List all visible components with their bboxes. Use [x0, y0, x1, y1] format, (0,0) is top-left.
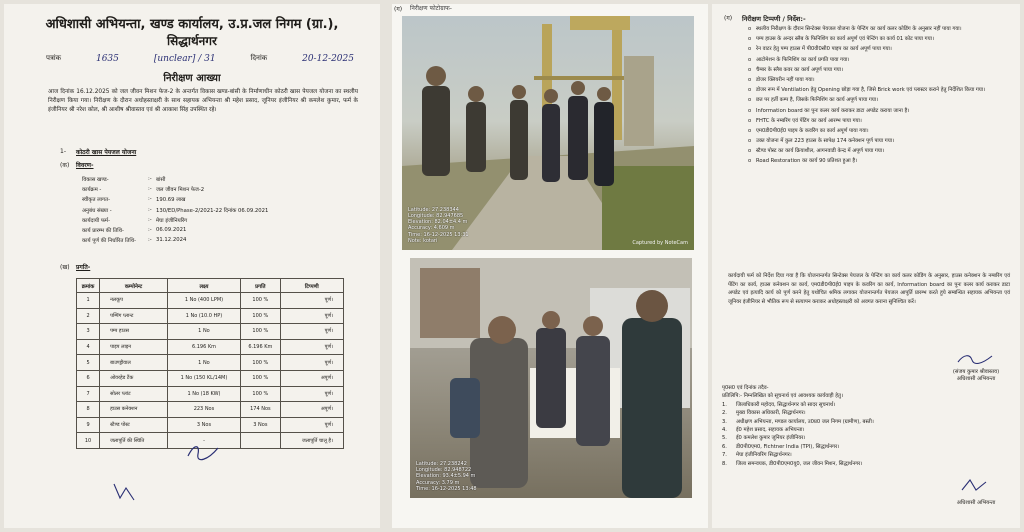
progress-value: 100 % [240, 324, 280, 340]
detail-label: कार्य प्रारम्भ की तिथि- [82, 228, 124, 235]
observation-text: उक्त योजना में कुल 223 हाउस के सापेक्ष 174 कनेक्शन पूर्ण पाया गया। [756, 138, 895, 145]
bullet-icon: o [748, 97, 752, 104]
project-detail-row [82, 205, 362, 215]
cc-item-text: मेघा इंजीनियरिंग सिद्धार्थनगर। [736, 452, 792, 459]
cc-item-number: 2. [722, 410, 727, 417]
progress-value [240, 433, 280, 449]
signatory-title-2: अधिशासी अभियन्ता [956, 500, 996, 506]
row-number: 1 [77, 293, 100, 309]
table-row [77, 355, 344, 371]
photo-section-marker: (ग) [394, 6, 403, 13]
remark: अपूर्ण। [280, 370, 343, 386]
conclusion-paragraph: कार्यदायी फर्म को निर्देश दिया गया है कि योजनान्तर्गत सिन्टेक्स पेयजल के पेन्टिंग का कार्य कलर कोडिंग के अनुसार, हाउस कनेक्शन के नम्बरिंग एवं पेंटिंग का कार्य, हाउस कनेक्शन का कार्य, एम0डी0पी0ई0 पाइप के कवरिंग का कार्य, Information board का पुनः कलर कार्य कराकर डाटा अपडेट एवं इत्यादि कार्य को पूर्ण करने हेतु यथोचित श्रमिक लगाकर योजनान्तर्गत पेयजल आपूर्ति प्रारम्भ करते हुये सम्बन्धित सहायक अभियन्ता एवं जूनियर इंजीनियर से भौतिक रूप से सत्यापन कराकर अधोहस्ताक्षरी को अवगत कराना सुनिश्चित करें। [728, 273, 1010, 305]
project-detail-row [82, 194, 362, 204]
component-name: सोलर प्लांट [100, 386, 168, 402]
date-value: 20-12-2025 [302, 54, 354, 64]
site-photo-2 [410, 258, 692, 498]
geotag-line: Elevation: 82.04±4.4 m [408, 219, 468, 226]
handwritten-signature-2 [960, 478, 990, 494]
row-number: 9 [77, 417, 100, 433]
geotag-line: Latitude: 27.238344 [408, 206, 459, 213]
target-value: 1 No (150 KL/14M) [167, 370, 240, 386]
observation-text: एम0डी0पी0ई0 पाइप के कवरिंग का कार्य अपूर्ण पाया गया। [756, 127, 869, 134]
cc-item [722, 460, 1014, 468]
cc-item-number: 1. [722, 401, 727, 408]
component-name: ओवरहेड टैंक [100, 370, 168, 386]
reference-line [46, 54, 354, 64]
section-number: 1- [60, 148, 66, 155]
detail-label: विकास खण्ड- [82, 177, 109, 184]
table-row [77, 293, 344, 309]
component-name: हाउस कनेक्शन [100, 402, 168, 418]
bullet-icon: o [748, 46, 752, 53]
project-details [82, 174, 362, 245]
observation-item [748, 158, 1010, 166]
geotag-line: Time: 16-12-2025 13:48 [416, 485, 477, 492]
project-detail-row [82, 174, 362, 184]
row-number: 3 [77, 324, 100, 340]
detail-separator: :- [148, 176, 152, 183]
remark: पूर्ण। [280, 308, 343, 324]
row-number: 7 [77, 386, 100, 402]
bullet-icon: o [748, 138, 752, 145]
detail-value: 31.12.2024 [156, 237, 187, 244]
detail-label: कार्यदायी फर्म- [82, 217, 110, 224]
cc-item-number: 8. [722, 460, 727, 467]
cc-item-text: जिला समन्वयक, डी0पी0एम0यू0, जल जीवन मिशन, सिद्धार्थनगर। [736, 460, 863, 467]
geotag-line: Latitude: 27.238242 [416, 460, 467, 467]
observation-item [748, 26, 1010, 34]
target-value: 1 No (10.0 HP) [167, 308, 240, 324]
observation-text: FHTC के नम्बरिंग एवं पेंटिंग का कार्य आरम्भ पाया गया। [756, 117, 862, 124]
table-row [77, 402, 344, 418]
copy-to-section [722, 384, 1014, 468]
observation-text: पम्प हाउस के अन्दर स्लैब के फिनिशिंग का कार्य अपूर्ण एवं पेन्टिंग का कार्य 01 कोट पाया गया। [756, 36, 934, 43]
component-name: नलकूप [100, 293, 168, 309]
bullet-icon: o [748, 127, 752, 134]
observation-item [748, 148, 1010, 156]
handwritten-mark [108, 480, 142, 504]
detail-value: मेघा इंजीनियरिंग [156, 217, 188, 224]
project-detail-row [82, 184, 362, 194]
signatory-name: (संजय कुमार श्रीवास्तव) [952, 369, 1000, 375]
project-detail-row [82, 225, 362, 235]
target-value: 1 No [167, 324, 240, 340]
signature-block-2 [934, 498, 1018, 506]
geotag-line: Longitude: 82.948722 [416, 467, 472, 474]
target-value: 223 Nos [167, 402, 240, 418]
remark: जलापूर्ति चालू है। [280, 433, 343, 449]
detail-value: 190.69 लाख [156, 197, 186, 204]
cc-item-number: 6. [722, 443, 727, 450]
progress-value: 100 % [240, 355, 280, 371]
table-row [77, 386, 344, 402]
observation-text: डोजर क्लियरीन नहीं पाया गया। [756, 76, 815, 83]
remark: पूर्ण। [280, 324, 343, 340]
progress-value: 100 % [240, 370, 280, 386]
component-name: बाउण्ड्रीवाल [100, 355, 168, 371]
observation-text: स्थलीय निरीक्षण के दौरान सिन्टेक्स पेयजल योजना के पेन्टिंग का कार्य कलर कोडिंग के अनुसार नहीं पाया गया। [756, 26, 962, 32]
observation-text: Information board का पुनः कलर कार्य कराकर डाटा अपडेट कराया जाना है। [756, 107, 910, 114]
project-detail-row [82, 235, 362, 245]
table-row [77, 324, 344, 340]
cc-item-number: 5. [722, 435, 727, 442]
bullet-icon: o [748, 76, 752, 83]
geotag-line: Longitude: 82.947685 [408, 212, 464, 219]
component-name: स्टैण्ड पोस्ट [100, 417, 168, 433]
progress-value: 3 Nos [240, 417, 280, 433]
remark: पूर्ण। [280, 417, 343, 433]
detail-label: अनुबंध संख्या - [82, 207, 112, 214]
cc-item-text: ई0 कमलेश कुमार जूनियर इंजीनियर। [736, 435, 806, 442]
office-heading: अधिशासी अभियन्ता, खण्ड कार्यालय, उ.प्र.जल निगम (ग्रा.), [45, 17, 339, 32]
detail-value: 130/ED/Phase-2/2021-22 दिनांक 06.09.2021 [156, 207, 269, 214]
cc-reference: पृ0स0 एवं दिनांक तदैव- [722, 385, 769, 391]
table-row [77, 417, 344, 433]
target-value: 1 No (400 LPM) [167, 293, 240, 309]
row-number: 10 [77, 433, 100, 449]
site-photo-1 [402, 16, 694, 250]
cc-list [722, 401, 1014, 468]
target-value: 3 Nos [167, 417, 240, 433]
component-name: पम्पिंग प्लान्ट [100, 308, 168, 324]
observation-text: डोजर रूम में Ventilation हेतु Opening छोड़ा गया है, जिसे Brick work एवं प्लास्टर कराने हेतु निर्देशित किया गया। [756, 87, 986, 94]
component-name: पम्प हाउस [100, 324, 168, 340]
remark: पूर्ण। [280, 339, 343, 355]
observation-item [748, 57, 1010, 65]
observation-item [748, 77, 1010, 85]
section-title: कोठरी खास पेयजल योजना [76, 149, 137, 156]
bullet-icon: o [748, 148, 752, 155]
cc-item [722, 443, 1014, 451]
cc-intro: प्रतिलिपि:- निम्नलिखित को सूचनार्थ एवं आवश्यक कार्यवाही हेतु। [722, 393, 843, 400]
remark: पूर्ण। [280, 355, 343, 371]
subsection-b-marker: (ख) [60, 264, 70, 271]
observations-marker: (ग) [724, 15, 733, 22]
remark: अपूर्ण। [280, 402, 343, 418]
observation-item [748, 67, 1010, 75]
subsection-a-title: विवरण- [76, 162, 94, 169]
bullet-icon: o [748, 66, 752, 73]
observation-item [748, 97, 1010, 105]
geotag-line: Note: kotari [408, 237, 438, 244]
signature-block [934, 352, 1018, 383]
bullet-icon: o [748, 26, 752, 32]
component-name: पाइप लाइन [100, 339, 168, 355]
observation-text: Road Restoration का कार्य 90 प्रतिशत हुआ है। [756, 158, 858, 165]
progress-value: 6.196 Km [240, 339, 280, 355]
observation-item [748, 138, 1010, 146]
row-number: 5 [77, 355, 100, 371]
cc-item [722, 426, 1014, 434]
detail-label: कार्यक्रम - [82, 187, 102, 194]
observation-item [748, 36, 1010, 44]
observations-heading: निरीक्षण टिप्पणी / निर्देश:- [742, 15, 806, 23]
detail-separator: :- [148, 206, 152, 213]
bullet-icon: o [748, 117, 752, 124]
table-header-cell: कम्पोनेन्ट [100, 279, 168, 293]
target-value: - [167, 433, 240, 449]
target-value: 1 No [167, 355, 240, 371]
district-heading: सिद्धार्थनगर [167, 34, 217, 48]
remark: पूर्ण। [280, 386, 343, 402]
cc-item [722, 401, 1014, 409]
row-number: 4 [77, 339, 100, 355]
detail-label: स्वीकृत लागत- [82, 197, 111, 204]
progress-value: 100 % [240, 293, 280, 309]
bullet-icon: o [748, 56, 752, 63]
detail-separator: :- [148, 186, 152, 193]
cc-item-number: 3. [722, 418, 727, 425]
date-label: दिनांक [250, 54, 268, 62]
cc-item-text: ई0 महेश प्रसाद, सहायक अभियन्ता। [736, 427, 805, 434]
detail-value: बांसी [156, 177, 166, 184]
ref-mid: [unclear] / 31 [153, 54, 216, 64]
detail-separator: :- [148, 216, 152, 223]
detail-separator: :- [148, 237, 152, 244]
cc-item [722, 409, 1014, 417]
table-header-cell: टिप्पणी [280, 279, 343, 293]
observation-text: चैम्बर के स्लैब कवर का कार्य अपूर्ण पाया गया। [756, 66, 843, 73]
target-value: 1 No (18 KW) [167, 386, 240, 402]
detail-separator: :- [148, 196, 152, 203]
bullet-icon: o [748, 36, 752, 43]
observation-item [748, 128, 1010, 136]
cc-item-number: 4. [722, 427, 727, 434]
report-page-left [4, 4, 380, 528]
observation-list [748, 26, 1010, 169]
observation-text: छत पर हर्ती कम्प है, जिसके फिनिशिंग का कार्य अपूर्ण पाया गया। [756, 97, 879, 104]
detail-value: 06.09.2021 [156, 227, 187, 234]
cc-item [722, 418, 1014, 426]
component-name: जलापूर्ति की स्थिति [100, 433, 168, 449]
progress-value: 174 Nos [240, 402, 280, 418]
observation-text: स्टैण्ड पोस्ट का कार्य क्रियाशील, आगनवाडी केन्द्र में अपूर्ण पाया गया। [756, 148, 885, 155]
detail-value: जल जीवन मिशन फेज-2 [156, 187, 205, 194]
progress-value: 100 % [240, 386, 280, 402]
detail-label: कार्य पूर्ण की निर्धारित तिथि- [82, 238, 137, 245]
cc-item-text: अधीक्षण अभियन्ता, मण्डल कार्यालय, उ0प्र0 जल निगम (ग्रामीण), बस्ती। [736, 418, 874, 425]
table-row [77, 370, 344, 386]
photo-2-geotag [416, 461, 477, 492]
handwritten-signature [956, 352, 996, 366]
table-header-row [77, 279, 344, 293]
photo-page [392, 4, 708, 528]
cc-item [722, 434, 1014, 442]
cc-item-text: डी0पी0एम0, Fichtner India (TPI), सिद्धार्थनगर। [736, 443, 840, 450]
observation-item [748, 118, 1010, 126]
geotag-line: Time: 16-12-2025 13:31 [408, 231, 469, 238]
table-header-cell: प्रगति [240, 279, 280, 293]
geotag-line: Accuracy: 4.609 m [408, 225, 455, 232]
ref-number: 1635 [95, 54, 119, 64]
report-title: निरीक्षण आख्या [163, 73, 221, 84]
report-page-right [712, 4, 1020, 528]
observation-text: रेन वाटर हेतु पम्प हाउस में पी0वी0सी0 पाइप का कार्य अपूर्ण पाया गया। [756, 46, 892, 53]
observation-text: आटोमेशन के फिनिशिंग का कार्य प्रगति पाया गया। [756, 56, 850, 63]
row-number: 6 [77, 370, 100, 386]
cc-item-text: जिलाधिकारी महोदय, सिद्धार्थनगर को सादर सूचनार्थ। [736, 401, 836, 408]
observation-item [748, 108, 1010, 116]
bullet-icon: o [748, 107, 752, 114]
subsection-a-marker: (क) [60, 162, 70, 169]
handwritten-initials [184, 442, 224, 462]
table-row [77, 308, 344, 324]
row-number: 8 [77, 402, 100, 418]
table-header-cell: लक्ष्य [167, 279, 240, 293]
table-header-cell: क्रमांक [77, 279, 100, 293]
table-row [77, 339, 344, 355]
geotag-line: Elevation: 93.4±5.94 m [416, 473, 476, 480]
signatory-title: अधिशासी अभियन्ता [956, 376, 996, 382]
subsection-b-title: प्रगति- [76, 264, 91, 271]
photo-1-geotag [408, 207, 469, 244]
cc-item-text: मुख्य विकास अधिकारी, सिद्धार्थनगर। [736, 410, 806, 417]
target-value: 6.196 Km [167, 339, 240, 355]
progress-value: 100 % [240, 308, 280, 324]
ref-label: पत्रांक [46, 54, 62, 62]
remark: पूर्ण। [280, 293, 343, 309]
row-number: 2 [77, 308, 100, 324]
project-detail-row [82, 215, 362, 225]
geotag-line: Accuracy: 3.79 m [416, 479, 460, 486]
observation-item [748, 46, 1010, 54]
cc-item [722, 451, 1014, 459]
photo-caption: निरीक्षण फोटोग्राफ- [410, 5, 452, 12]
intro-paragraph: आज दिनांक 16.12.2025 को जल जीवन मिशन फेज-2 के अन्तर्गत विकास खण्ड-बांसी के निर्माणाधीन कोठरी खास पेयजल योजना का स्थलीय निरीक्षण किया गया। निरीक्षण के दौरान अधोहस्ताक्षरी के साथ सहायक अभियन्ता श्री महेश प्रसाद, जूनियर इंजीनियर श्री कमलेश कुमार, फर्म के इंजीनियर श्री नरेश कोल, श्री आशीष श्रीवास्तव एवं श्री आकाश सिंह उपस्थित रहे। [48, 89, 358, 114]
bullet-icon: o [748, 158, 752, 165]
progress-table [76, 278, 344, 449]
cc-item-number: 7. [722, 452, 727, 459]
detail-separator: :- [148, 227, 152, 234]
observation-item [748, 87, 1010, 95]
photo-1-stamp: Captured by NoteCam [632, 240, 688, 246]
bullet-icon: o [748, 87, 752, 94]
